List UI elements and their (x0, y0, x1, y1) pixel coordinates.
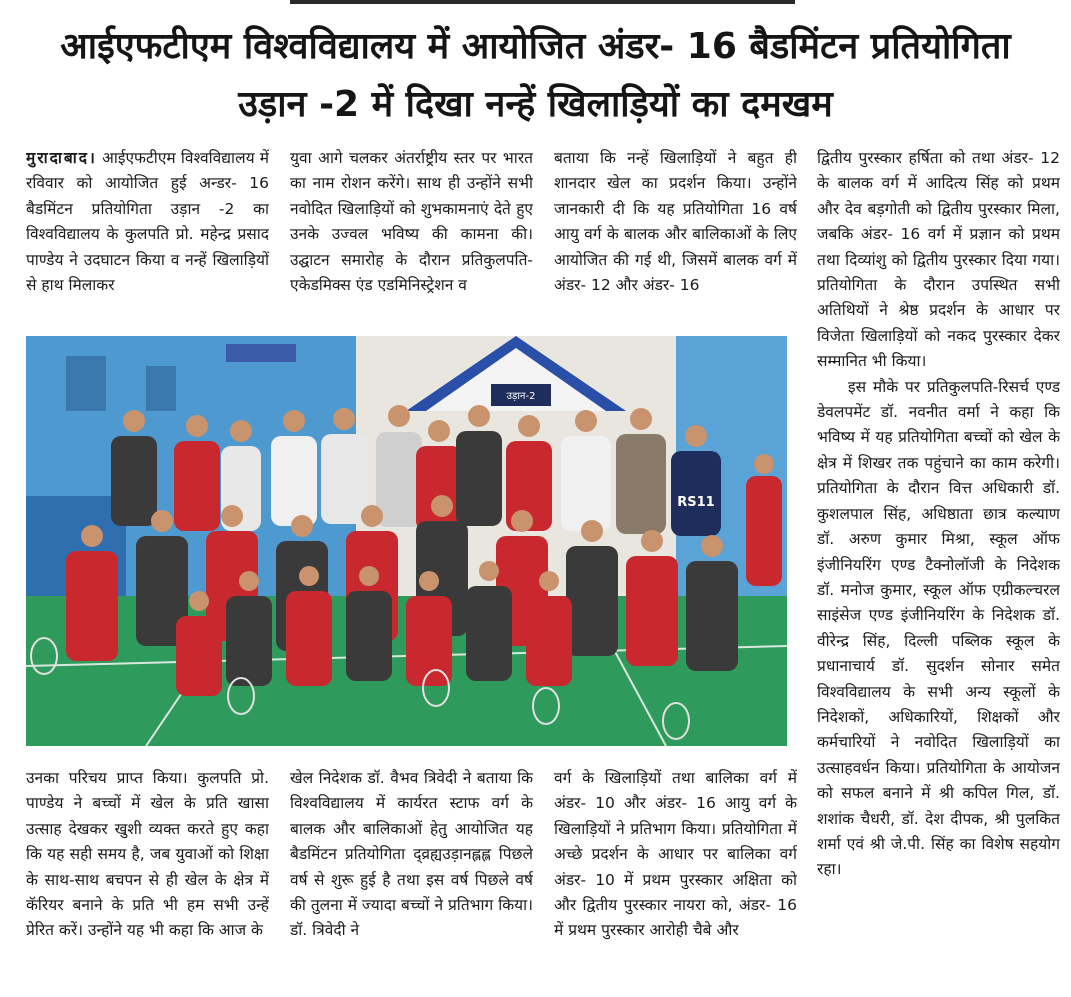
article-headline: आईएफटीएम विश्वविद्यालय में आयोजित अंडर- 16 बैडमिंटन प्रतियोगिता उड़ान -2 में दिखा नन्हें खिलाड़ियों का दमखम (60, 26, 1011, 125)
top-rule (290, 0, 795, 4)
group-photo (26, 336, 787, 746)
column-3-top: बताया कि नन्हें खिलाड़ियों ने बहुत ही शानदार खेल का प्रदर्शन किया। उन्होंने जानकारी दी कि यह प्रतियोगिता 16 वर्ष आयु वर्ग के बालक और बालिकाओं के लिए आयोजित की गई थी, जिसमें बालक वर्ग में अंडर- 12 और अंडर- 16 (554, 149, 797, 295)
column-4-paragraph-2: इस मौके पर प्रतिकुलपति-रिसर्च एण्ड डेवलपमेंट डॉ. नवनीत वर्मा ने कहा कि भविष्य में यह प्रतियोगिता बच्चों को खेल के क्षेत्र में शिखर तक पहुंचाने का काम करेगी। प्रतियोगिता के दौरान वित्त अधिकारी डॉ. कुशलपाल सिंह, अधिष्ठाता छात्र कल्याण डॉ. अरुण कुमार मिश्रा, स्कूल ऑफ इंजीनियरिंग एण्ड टैक्नोलॉजी के निदेशक डॉ. मनोज कुमार, स्कूल ऑफ एग्रीकल्चरल साइंसेज एण्ड इंजीनियरिंग के निदेशक डॉ. वीरेन्द्र सिंह, दिल्ली पब्लिक स्कूल के प्रधानाचार्य डॉ. सुदर्शन सोनार समेत विश्वविद्यालय के सभी अन्य स्कूलों के निदेशकों, अधिकारियों, शिक्षकों और कर्मचारियों ने नवोदित खिलाड़ियों का उत्साहवर्धन किया। प्रतियोगिता के आयोजन को सफल बनाने में श्री कपिल गिल, डॉ. शशांक चैधरी, डॉ. देश दीपक, श्री पुलकित शर्मा एवं श्री जे.पी. सिंह का विशेष सहयोग रहा। (817, 377, 1060, 879)
column-3-bottom: वर्ग के खिलाड़ियों तथा बालिका वर्ग में अंडर- 10 और अंडर- 16 आयु वर्ग के खिलाड़ियों ने प्रतिभाग किया। प्रतियोगिता में अच्छे प्रदर्शन के आधार पर बालिका वर्ग अंडर- 10 में प्रथम पुरस्कार अक्षिता को और द्वितीय पुरस्कार नायरा को, अंडर- 16 में प्रथम पुरस्कार आरोही चैबे और (554, 769, 797, 940)
column-4 (817, 146, 1060, 966)
group-photo-illustration (26, 336, 787, 746)
photo-banner-text: उड़ान-2 (506, 391, 536, 402)
column-4-paragraph-1: द्वितीय पुरस्कार हर्षिता को तथा अंडर- 12 के बालक वर्ग में आदित्य सिंह को प्रथम और देव बड़गोती को द्वितीय पुरस्कार मिला, जबकि अंडर- 16 वर्ग में प्रज्ञान को प्रथम तथा दिव्यांशु को द्वितीय पुरस्कार दिया गया। प्रतियोगिता के दौरान उपस्थित सभी अतिथियों ने श्रेष्ठ प्रदर्शन के आधार पर विजेता खिलाड़ियों को नकद पुरस्कार देकर सम्मानित भी किया। (817, 149, 1060, 371)
column-2-bottom: खेल निदेशक डॉ. वैभव त्रिवेदी ने बताया कि विश्वविद्यालय में कार्यरत स्टाफ वर्ग के बालक और बालिकाओं हेतु आयोजित यह बैडमिंटन प्रतियोगिता द्व्रह्यउड़ानह्लह्ल पिछले वर्ष से शुरू हुई है तथा इस वर्ष पिछले वर्ष की तुलना में ज्यादा बच्चों ने प्रतिभाग किया। डॉ. त्रिवेदी ने (290, 769, 533, 940)
column-1-bottom: उनका परिचय प्राप्त किया। कुलपति प्रो. पाण्डेय ने बच्चों में खेल के प्रति खासा उत्साह देखकर खुशी व्यक्त करते हुए कहा कि यह सही समय है, जब युवाओं को शिक्षा के साथ-साथ बचपन से ही खेल के क्षेत्र में कॅरियर बनाने के प्रति भी हम सभी उन्हें प्रेरित करें। उन्होंने यह भी कहा कि आज के (26, 769, 269, 940)
column-2-top: युवा आगे चलकर अंतर्राष्ट्रीय स्तर पर भारत का नाम रोशन करेंगे। साथ ही उन्होंने सभी नवोदित खिलाड़ियों को शुभकामनाएं देते हुए उनके उज्वल भविष्य की कामना की। उद्घाटन समारोह के दौरान प्रतिकुलपति- एकेडमिक्स एंड एडमिनिस्ट्रेशन व (290, 149, 533, 295)
column-1-top-text: आईएफटीएम विश्वविद्यालय में रविवार को आयोजित हुई अन्डर- 16 बैडमिंटन प्रतियोगिता उड़ान -2 का विश्वविद्यालय के कुलपति प्रो. महेन्द्र प्रसाद पाण्डेय ने उदघाटन किया व नन्हें खिलाड़ियों से हाथ मिलाकर (26, 149, 269, 295)
photo-jersey-text: RS11 (677, 495, 715, 510)
column-1-top (26, 146, 269, 324)
dateline: मुरादाबाद। (26, 149, 97, 167)
